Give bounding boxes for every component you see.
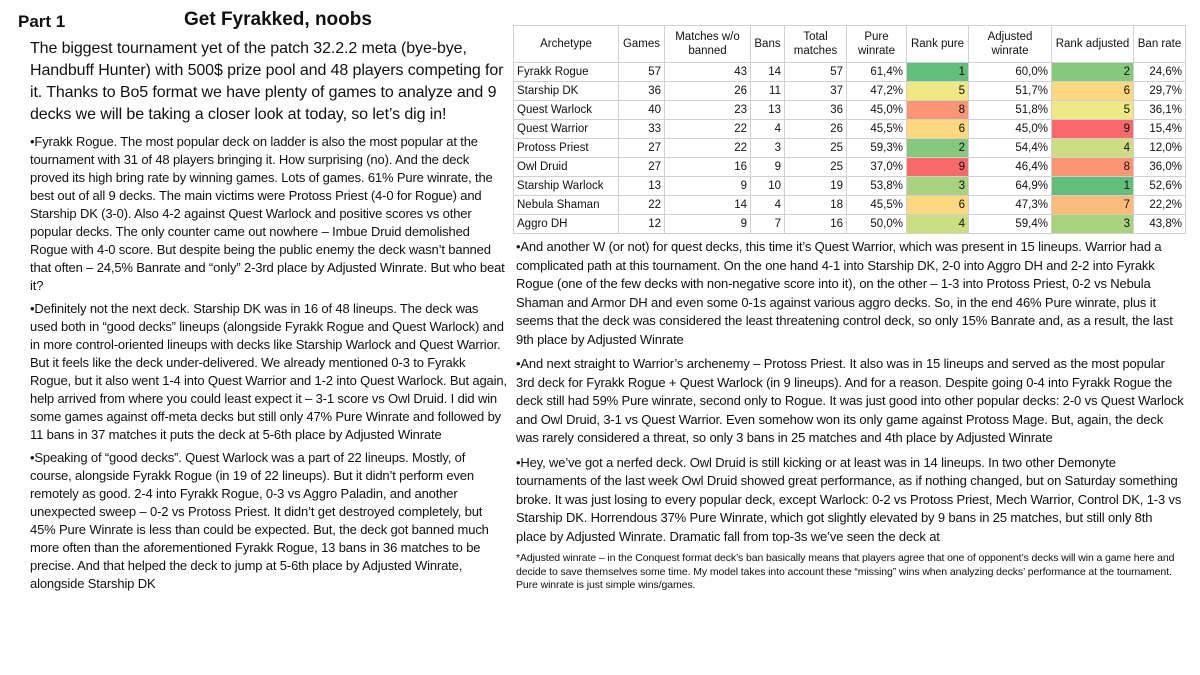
table-cell: 54,4%: [969, 139, 1052, 158]
table-cell: 23: [665, 101, 751, 120]
rank-pure-cell: 6: [907, 196, 969, 215]
page-title: Get Fyrakked, noobs: [184, 9, 372, 30]
table-cell: 43,8%: [1134, 215, 1186, 234]
table-cell: 12: [619, 215, 665, 234]
table-cell: 59,4%: [969, 215, 1052, 234]
table-cell: 50,0%: [847, 215, 907, 234]
col-header: Matches w/o banned: [665, 26, 751, 63]
table-cell: 45,5%: [847, 196, 907, 215]
col-header: Rank pure: [907, 26, 969, 63]
rank-pure-cell: 2: [907, 139, 969, 158]
table-cell: 27: [619, 158, 665, 177]
table-cell: 61,4%: [847, 63, 907, 82]
archetype-cell: Starship Warlock: [514, 177, 619, 196]
table-cell: 25: [785, 158, 847, 177]
table-cell: 18: [785, 196, 847, 215]
table-row: [514, 139, 1186, 158]
table-cell: 36,0%: [1134, 158, 1186, 177]
rank-adjusted-cell: 3: [1052, 215, 1134, 234]
table-header-row: [514, 26, 1186, 63]
table-cell: 7: [751, 215, 785, 234]
table-cell: 43: [665, 63, 751, 82]
table-cell: 22: [619, 196, 665, 215]
table-cell: 13: [619, 177, 665, 196]
rank-adjusted-cell: 5: [1052, 101, 1134, 120]
table-cell: 47,2%: [847, 82, 907, 101]
table-cell: 26: [665, 82, 751, 101]
col-header: Total matches: [785, 26, 847, 63]
table-cell: 9: [751, 158, 785, 177]
table-cell: 16: [785, 215, 847, 234]
col-header: Bans: [751, 26, 785, 63]
table-cell: 57: [785, 63, 847, 82]
rank-pure-cell: 9: [907, 158, 969, 177]
rank-pure-cell: 6: [907, 120, 969, 139]
rank-pure-cell: 3: [907, 177, 969, 196]
archetype-cell: Quest Warrior: [514, 120, 619, 139]
rank-adjusted-cell: 6: [1052, 82, 1134, 101]
table-cell: 24,6%: [1134, 63, 1186, 82]
rank-adjusted-cell: 2: [1052, 63, 1134, 82]
table-cell: 47,3%: [969, 196, 1052, 215]
table-row: [514, 177, 1186, 196]
rank-adjusted-cell: 1: [1052, 177, 1134, 196]
rank-adjusted-cell: 9: [1052, 120, 1134, 139]
table-cell: 19: [785, 177, 847, 196]
table-cell: 45,0%: [847, 101, 907, 120]
col-header: Archetype: [514, 26, 619, 63]
table-cell: 53,8%: [847, 177, 907, 196]
paragraph-quest-warlock: •Speaking of “good decks”. Quest Warlock was a part of 22 lineups. Mostly, of course, alongside Fyrakk Rogue (in 19 of 22 lineups). But it didn’t perform even remotely as good. 2-4 into Fyrakk Rogue, 0-3 vs Aggro Paladin, and another unexpected sweep – 0-2 vs Protoss Priest. It didn’t get destroyed completely, but 45% Pure Winrate is less than could be expected. But, the deck got banned much more often than the aforementioned Fyrakk Rogue, 13 bans in 36 matches to be precise. And that helped the deck to jump at 5-6th place by Adjusted Winrate, alongside Starship DK: [30, 450, 489, 591]
rank-pure-cell: 5: [907, 82, 969, 101]
table-cell: 36: [785, 101, 847, 120]
table-cell: 10: [751, 177, 785, 196]
table-row: [514, 82, 1186, 101]
stats-table: [513, 25, 1186, 234]
table-cell: 36: [619, 82, 665, 101]
paragraph-fyrakk-rogue: •Fyrakk Rogue. The most popular deck on ladder is also the most popular at the tournament with 31 of 48 players bringing it. How surprising (no). And the deck proved its high bring rate by winning games. Lots of games. 61% Pure winrate, the best out of all 9 decks. The main victims were Protoss Priest (4-0 for Rogue) and Starship DK (3-0). Also 4-2 against Quest Warlock and positive scores vs other popular decks. The only counter came out nowhere – Imbue Druid demolished Rogue with 4-0 score. But despite being the public enemy the deck wasn’t banned that often – 24,5% Banrate and “only” 2-3rd place by Adjusted Winrate. But who beat it?: [30, 134, 505, 293]
table-cell: 12,0%: [1134, 139, 1186, 158]
part-label: Part 1: [18, 12, 66, 31]
table-cell: 22: [665, 139, 751, 158]
rank-pure-cell: 1: [907, 63, 969, 82]
table-cell: 45,0%: [969, 120, 1052, 139]
table-row: [514, 196, 1186, 215]
archetype-cell: Starship DK: [514, 82, 619, 101]
col-header: Games: [619, 26, 665, 63]
archetype-cell: Owl Druid: [514, 158, 619, 177]
table-cell: 33: [619, 120, 665, 139]
table-cell: 37: [785, 82, 847, 101]
table-row: [514, 158, 1186, 177]
table-row: [514, 120, 1186, 139]
table-body: [514, 63, 1186, 234]
archetype-cell: Protoss Priest: [514, 139, 619, 158]
col-header: Rank adjusted: [1052, 26, 1134, 63]
table-cell: 22,2%: [1134, 196, 1186, 215]
archetype-cell: Fyrakk Rogue: [514, 63, 619, 82]
table-cell: 3: [751, 139, 785, 158]
table-cell: 11: [751, 82, 785, 101]
table-cell: 14: [665, 196, 751, 215]
rank-adjusted-cell: 8: [1052, 158, 1134, 177]
table-cell: 40: [619, 101, 665, 120]
table-cell: 4: [751, 120, 785, 139]
table-cell: 51,7%: [969, 82, 1052, 101]
table-cell: 15,4%: [1134, 120, 1186, 139]
col-header: Adjusted winrate: [969, 26, 1052, 63]
archetype-cell: Quest Warlock: [514, 101, 619, 120]
rank-pure-cell: 8: [907, 101, 969, 120]
table-cell: 27: [619, 139, 665, 158]
table-cell: 25: [785, 139, 847, 158]
table-cell: 51,8%: [969, 101, 1052, 120]
table-cell: 37,0%: [847, 158, 907, 177]
table-cell: 59,3%: [847, 139, 907, 158]
col-header: Ban rate: [1134, 26, 1186, 63]
table-cell: 60,0%: [969, 63, 1052, 82]
table-cell: 36,1%: [1134, 101, 1186, 120]
archetype-cell: Nebula Shaman: [514, 196, 619, 215]
left-column: [30, 38, 508, 598]
table-cell: 45,5%: [847, 120, 907, 139]
archetype-cell: Aggro DH: [514, 215, 619, 234]
table-cell: 14: [751, 63, 785, 82]
table-cell: 22: [665, 120, 751, 139]
table-row: [514, 101, 1186, 120]
table-cell: 57: [619, 63, 665, 82]
paragraph-owl-druid: •Hey, we’ve got a nerfed deck. Owl Druid is still kicking or at least was in 14 lineups. In two other Demonyte tournaments of the last week Owl Druid showed great performance, as if nothing changed, but on Saturday something broke. It was just losing to every popular deck, except Warlock: 0-2 vs Protoss Priest, Mech Warrior, Control DK, 1-3 vs Starship DK. Horrendous 37% Pure Winrate, which got slightly elevated by 9 bans in 25 matches, but still only 8th place by Adjusted Winrate. Dramatic fall from top-3s we’ve seen the deck at: [516, 454, 1182, 544]
paragraph-starship-dk: •Definitely not the next deck. Starship DK was in 16 of 48 lineups. The deck was used both in “good decks” lineups (alongside Fyrakk Rogue and Quest Warlock) and in more control-oriented lineups with decks like Starship Warlock and Quest Warrior. But it feels like the deck under-delivered. We already mentioned 0-3 to Fyrakk Rogue, but it also went 1-4 into Quest Warrior and 1-2 into Quest Warlock. But again, help arrived from where you could least expect it – 3-1 score vs Owl Druid. I did win some games against off-meta decks but still only 47% Pure Winrate and followed by 11 bans in 37 matches it puts the deck at 5-6th place by Adjusted Winrate: [30, 301, 507, 442]
right-column: [516, 238, 1184, 593]
table-cell: 9: [665, 177, 751, 196]
table-row: [514, 215, 1186, 234]
table-cell: 26: [785, 120, 847, 139]
table-cell: 13: [751, 101, 785, 120]
table-cell: 29,7%: [1134, 82, 1186, 101]
table-cell: 52,6%: [1134, 177, 1186, 196]
rank-adjusted-cell: 7: [1052, 196, 1134, 215]
table-cell: 16: [665, 158, 751, 177]
intro-paragraph: The biggest tournament yet of the patch 32.2.2 meta (bye-bye, Handbuff Hunter) with 500$ prize pool and 48 players competing for it. Thanks to Bo5 format we have plenty of games to analyze and 9 decks we will be taking a closer look at today, so let’s dig in!: [30, 40, 504, 123]
footnote: *Adjusted winrate – in the Conquest format deck’s ban basically means that players agree that one of opponent’s decks will win a game here and decide to save themselves some time. My model takes into account these “missing” wins when analyzing decks’ performance at the tournament. Pure winrate is just simple wins/games.: [516, 552, 1175, 591]
paragraph-quest-warrior: •And another W (or not) for quest decks, this time it’s Quest Warrior, which was present in 15 lineups. Warrior had a complicated path at this tournament. On the one hand 4-1 into Starship DK, 2-0 into Aggro DH and 2-2 into Fyrakk Rogue (one of the few decks with non-negative score into it), on the other – 1-3 into Protoss Priest, 0-2 vs Nebula Shaman and Armor DH and even some 0-1s against various aggro decks. So, in the end 46% Pure winrate, plus it seems that the deck was considered the least threatening control deck, so only 15% Banrate and, as a result, the last 9th place by Adjusted Winrate: [516, 239, 1173, 347]
paragraph-protoss-priest: •And next straight to Warrior’s archenemy – Protoss Priest. It also was in 15 lineups and served as the most popular 3rd deck for Fyrakk Rogue + Quest Warlock (in 9 lineups). And for a reason. Despite going 0-4 into Fyrakk Rogue the deck still had 59% Pure winrate, second only to Rogue. It was just good into other popular decks: 2-0 vs Quest Warlock and Owl Druid, 3-1 vs Quest Warrior. Even somehow won its only game against Protoss Mage. But, again, the deck was rarely considered a threat, so only 3 bans in 25 matches and 4th place by Adjusted Winrate: [516, 356, 1184, 445]
table-row: [514, 63, 1186, 82]
col-header: Pure winrate: [847, 26, 907, 63]
rank-adjusted-cell: 4: [1052, 139, 1134, 158]
table-cell: 64,9%: [969, 177, 1052, 196]
rank-pure-cell: 4: [907, 215, 969, 234]
table-cell: 9: [665, 215, 751, 234]
table-cell: 46,4%: [969, 158, 1052, 177]
table-cell: 4: [751, 196, 785, 215]
